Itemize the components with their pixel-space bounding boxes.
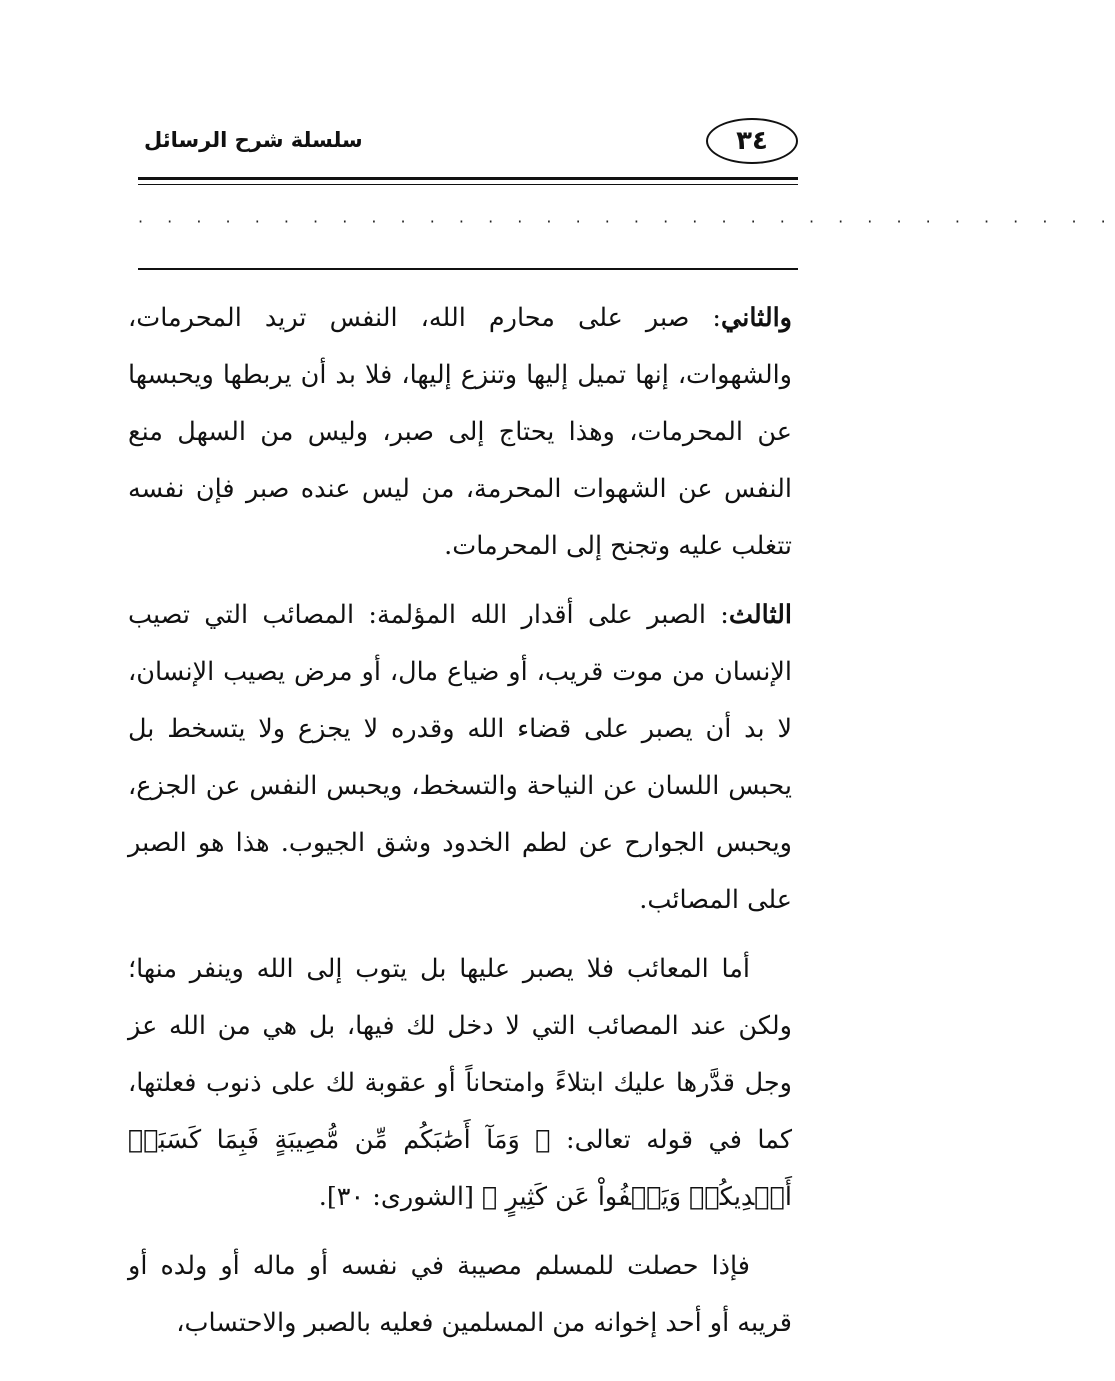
paragraph-third-type	[128, 587, 792, 929]
dotted-separator: · · · · · · · · · · · · · · · · · · · · · · · · · · · · · · · · · ·	[138, 212, 1115, 231]
running-title: سلسلة شرح الرسائل	[144, 128, 363, 152]
section-rule	[138, 268, 798, 270]
paragraph-text: أما المعائب فلا يصبر عليها بل يتوب إلى الله وينفر منها؛ ولكن عند المصائب التي لا دخل لك فيها، بل هي من الله عز وجل قدَّرها عليك ابتلاءً وامتحاناً أو عقوبة لك على ذنوب فعلتها، كما في قوله تعالى: ﴿ وَمَآ أَصَٰبَكُم مِّن مُّصِيبَةٍ فَبِمَا كَسَبَتۡ أَيۡدِيكُمۡ وَيَعۡفُواْ عَن كَثِيرٍ ﴾ [الشورى: ٣٠].	[128, 954, 792, 1212]
paragraph-text: فإذا حصلت للمسلم مصيبة في نفسه أو ماله أو ولده أو قريبه أو أحد إخوانه من المسلمين فعليه بالصبر والاحتساب،	[128, 1251, 792, 1338]
paragraph-calamity	[128, 1238, 792, 1352]
header-rule-thin	[138, 184, 798, 185]
body-text	[128, 290, 792, 1364]
paragraph-text: : الصبر على أقدار الله المؤلمة: المصائب التي تصيب الإنسان من موت قريب، أو ضياع مال، أو مرض يصيب الإنسان، لا بد أن يصبر على قضاء الله وقدره لا يجزع ولا يتسخط بل يحبس اللسان عن النياحة والتسخط، ويحبس النفس عن الجزع، ويحبس الجوارح عن لطم الخدود وشق الجيوب. هذا هو الصبر على المصائب.	[128, 600, 792, 915]
paragraph-lead: والثاني	[721, 303, 792, 333]
paragraph-lead: الثالث	[728, 600, 792, 630]
page-header	[138, 116, 798, 176]
paragraph-second-type	[128, 290, 792, 575]
paragraph-text: : صبر على محارم الله، النفس تريد المحرمات، والشهوات، إنها تميل إليها وتنزع إليها، فلا بد أن يربطها ويحبسها عن المحرمات، وهذا يحتاج إلى صبر، وليس من السهل منع النفس عن الشهوات المحرمة، من ليس عنده صبر فإن نفسه تتغلب عليه وتجنح إلى المحرمات.	[128, 303, 792, 561]
paragraph-faults	[128, 941, 792, 1226]
header-rule-thick	[138, 177, 798, 180]
page-number: ٣٤	[706, 118, 798, 164]
